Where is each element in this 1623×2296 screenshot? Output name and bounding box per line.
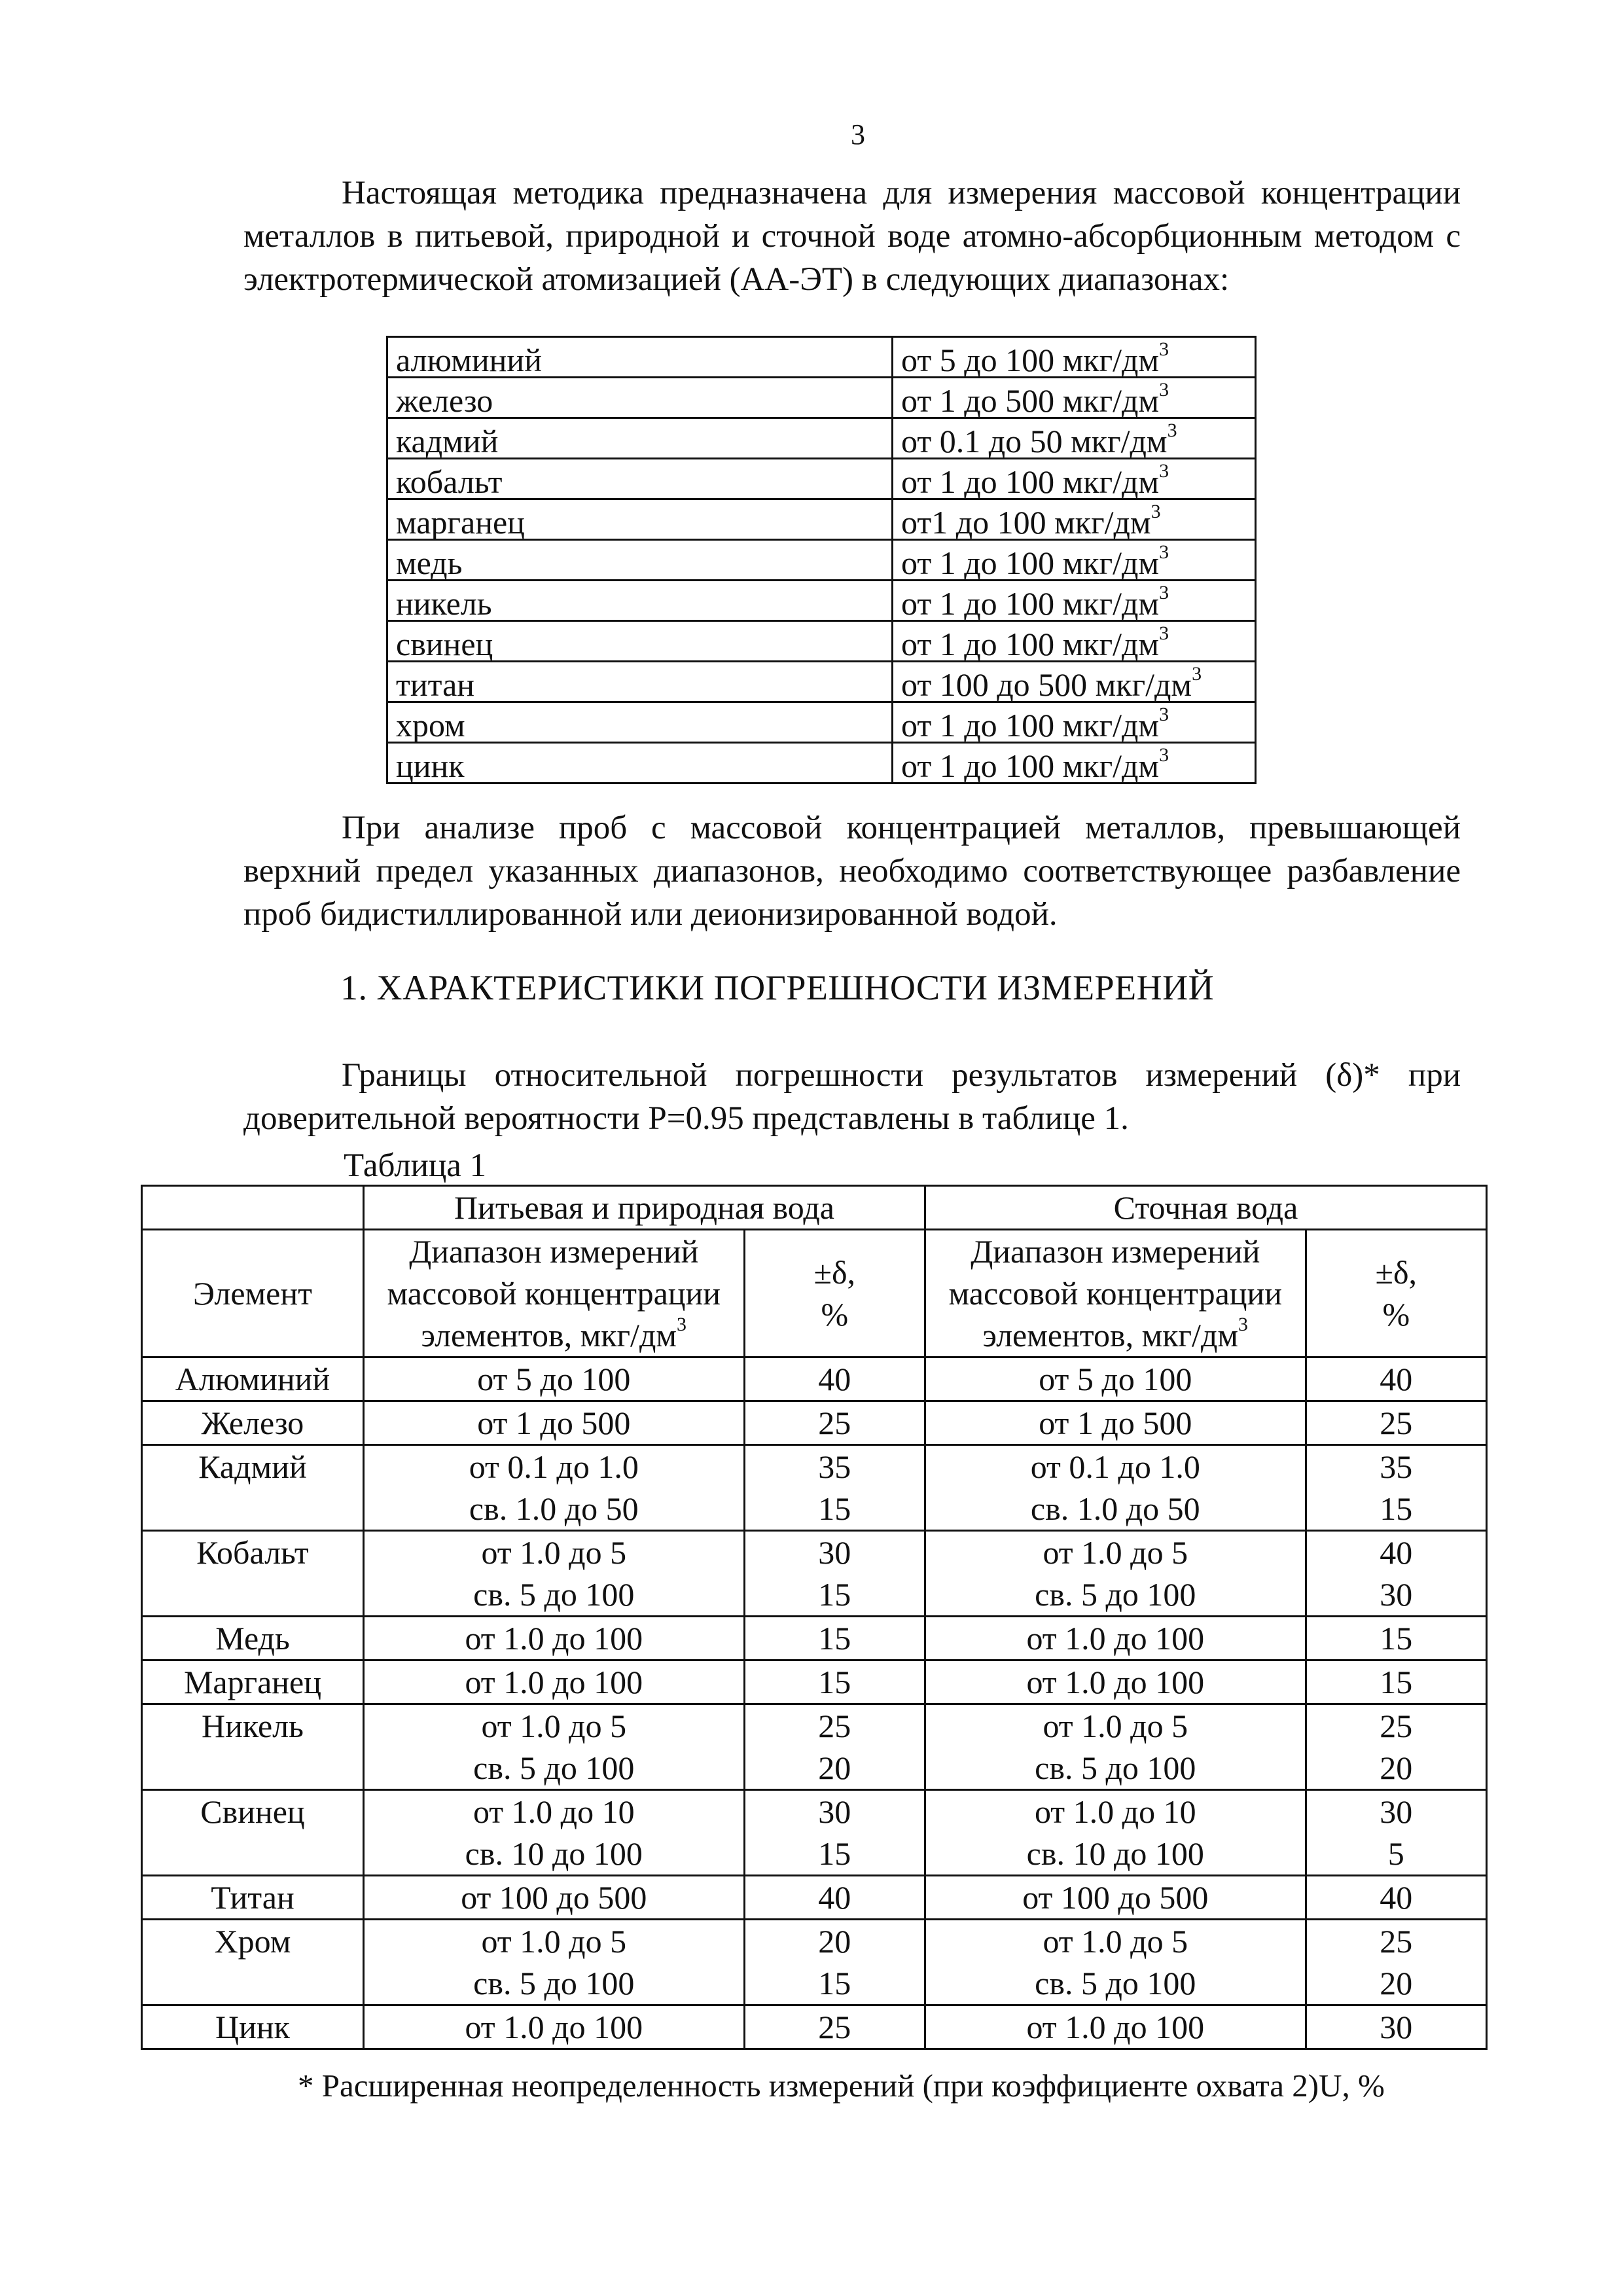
drinking-delta-cell xyxy=(744,1401,925,1445)
waste-delta-cell xyxy=(1306,1617,1486,1660)
range-value: от 1 до 100 xyxy=(901,707,1055,744)
range-unit-exponent: 3 xyxy=(1159,541,1169,563)
drinking-delta-cell xyxy=(744,1704,925,1790)
range-unit-exponent: 3 xyxy=(1159,460,1169,482)
waste-delta-cell xyxy=(1306,1790,1486,1876)
range-value: от 0.1 до 50 xyxy=(901,423,1063,459)
drinking-range-cell xyxy=(363,1704,744,1790)
element-cell: Железо xyxy=(142,1401,364,1445)
drinking-delta-cell-line: 20 xyxy=(818,1749,851,1786)
waste-delta-cell-line: 25 xyxy=(1380,1405,1413,1441)
table-row xyxy=(142,1617,1487,1660)
drinking-range-cell-line: св. 5 до 100 xyxy=(473,1576,635,1613)
element-cell: Свинец xyxy=(142,1790,364,1876)
drinking-delta-cell xyxy=(744,2005,925,2049)
range-row xyxy=(387,337,1256,378)
table-row xyxy=(142,1445,1487,1531)
element-cell: Хром xyxy=(142,1920,364,2005)
drinking-range-cell-line: от 1.0 до 5 xyxy=(481,1923,627,1960)
range-unit-exponent: 3 xyxy=(1159,704,1169,725)
range-row xyxy=(387,743,1256,783)
waste-delta-cell-line: 30 xyxy=(1380,1576,1413,1613)
intro-paragraph: Настоящая методика предназначена для измерения массовой концентрации металлов в питьевой, природной и сточной воде атомно-абсорбционным методом с электротермической атомизацией (АА-ЭТ) в следующих диапазонах: xyxy=(243,175,1461,298)
range-value: от 1 до 100 xyxy=(901,747,1055,784)
range-unit-exponent: 3 xyxy=(1159,338,1169,360)
table-header-columns-row xyxy=(142,1230,1487,1357)
waste-range-cell xyxy=(925,1660,1306,1704)
page-number: 3 xyxy=(851,118,865,151)
range-value: от 5 до 100 xyxy=(901,342,1055,378)
waste-range-cell-line: от 1.0 до 5 xyxy=(1043,1923,1188,1960)
waste-range-cell xyxy=(925,2005,1306,2049)
waste-range-cell xyxy=(925,1357,1306,1401)
header-drinking-water: Питьевая и природная вода xyxy=(363,1186,925,1230)
header-waste-range xyxy=(925,1230,1306,1357)
waste-delta-cell-line: 20 xyxy=(1380,1749,1413,1786)
header-element: Элемент xyxy=(142,1230,364,1357)
range-row xyxy=(387,378,1256,418)
range-value: от 1 до 100 xyxy=(901,545,1055,581)
drinking-delta-cell-line: 15 xyxy=(818,1490,851,1527)
waste-range-cell xyxy=(925,1790,1306,1876)
waste-range-cell-line: св. 5 до 100 xyxy=(1035,1749,1196,1786)
table-row xyxy=(142,1704,1487,1790)
drinking-delta-cell xyxy=(744,1445,925,1531)
header-range-unit: элементов, мкг/дм xyxy=(421,1317,677,1354)
drinking-range-cell xyxy=(363,1401,744,1445)
range-unit: мкг/дм xyxy=(1062,342,1160,378)
waste-range-cell-line: от 100 до 500 xyxy=(1022,1879,1209,1916)
waste-range-cell xyxy=(925,1704,1306,1790)
range-value-cell xyxy=(893,499,1256,540)
waste-delta-cell xyxy=(1306,1531,1486,1617)
table-row xyxy=(142,1790,1487,1876)
range-value: от 1 до 100 xyxy=(901,626,1055,662)
waste-delta-cell xyxy=(1306,1920,1486,2005)
range-value-cell xyxy=(893,540,1256,581)
range-element: хром xyxy=(387,702,893,743)
ranges-table xyxy=(386,336,1257,784)
range-row xyxy=(387,540,1256,581)
drinking-delta-cell-line: 30 xyxy=(818,1534,851,1571)
range-element: марганец xyxy=(387,499,893,540)
waste-range-cell-line: от 1.0 до 100 xyxy=(1026,1664,1205,1700)
table-row xyxy=(142,1876,1487,1920)
waste-delta-cell-line: 5 xyxy=(1387,1835,1404,1872)
header-range-line-2: массовой концентрации xyxy=(387,1275,721,1312)
drinking-range-cell-line: св. 5 до 100 xyxy=(473,1965,635,2001)
range-row xyxy=(387,499,1256,540)
range-value-cell xyxy=(893,459,1256,499)
element-cell: Титан xyxy=(142,1876,364,1920)
waste-range-cell-line: св. 5 до 100 xyxy=(1035,1576,1196,1613)
header-range-line-3 xyxy=(368,1314,740,1356)
waste-delta-cell-line: 25 xyxy=(1380,1708,1413,1744)
drinking-range-cell xyxy=(363,1790,744,1876)
table-row xyxy=(142,2005,1487,2049)
drinking-delta-cell-line: 25 xyxy=(818,2009,851,2045)
range-value: от 1 до 100 xyxy=(901,463,1055,500)
waste-range-cell xyxy=(925,1401,1306,1445)
range-unit: мкг/дм xyxy=(1062,545,1160,581)
waste-range-cell xyxy=(925,1920,1306,2005)
drinking-range-cell-line: св. 5 до 100 xyxy=(473,1749,635,1786)
range-element: цинк xyxy=(387,743,893,783)
range-value-cell xyxy=(893,702,1256,743)
drinking-delta-cell-line: 15 xyxy=(818,1965,851,2001)
drinking-range-cell-line: св. 1.0 до 50 xyxy=(469,1490,639,1527)
element-cell: Алюминий xyxy=(142,1357,364,1401)
drinking-delta-cell-line: 30 xyxy=(818,1793,851,1830)
range-row xyxy=(387,702,1256,743)
waste-delta-cell-line: 40 xyxy=(1380,1361,1413,1397)
range-element: титан xyxy=(387,662,893,702)
header-delta-line-1: ±δ, xyxy=(1375,1254,1418,1291)
waste-range-cell-line: от 1 до 500 xyxy=(1039,1405,1192,1441)
range-unit-exponent: 3 xyxy=(1159,582,1169,603)
range-element: железо xyxy=(387,378,893,418)
range-unit-exponent: 3 xyxy=(1150,501,1161,522)
element-cell: Марганец xyxy=(142,1660,364,1704)
waste-delta-cell-line: 40 xyxy=(1380,1534,1413,1571)
header-drinking-range xyxy=(363,1230,744,1357)
drinking-delta-cell xyxy=(744,1876,925,1920)
header-delta-line-2: % xyxy=(1382,1296,1410,1333)
header-drinking-delta xyxy=(744,1230,925,1357)
waste-delta-cell-line: 35 xyxy=(1380,1448,1413,1485)
drinking-range-cell xyxy=(363,1445,744,1531)
range-value: от 100 до 500 xyxy=(901,666,1088,703)
range-row xyxy=(387,581,1256,621)
section-title: 1. ХАРАКТЕРИСТИКИ ПОГРЕШНОСТИ ИЗМЕРЕНИЙ xyxy=(340,968,1215,1007)
range-unit: мкг/дм xyxy=(1071,423,1168,459)
drinking-range-cell xyxy=(363,1617,744,1660)
footnote: * Расширенная неопределенность измерений (при коэффициенте охвата 2)U, % xyxy=(298,2068,1385,2104)
waste-range-cell-line: от 5 до 100 xyxy=(1039,1361,1192,1397)
header-waste-water: Сточная вода xyxy=(925,1186,1486,1230)
range-value-cell xyxy=(893,418,1256,459)
drinking-delta-cell-line: 20 xyxy=(818,1923,851,1960)
waste-range-cell xyxy=(925,1876,1306,1920)
drinking-range-cell xyxy=(363,1531,744,1617)
table-row xyxy=(142,1357,1487,1401)
waste-delta-cell xyxy=(1306,1660,1486,1704)
waste-range-cell-line: св. 10 до 100 xyxy=(1026,1835,1204,1872)
drinking-range-cell-line: от 100 до 500 xyxy=(461,1879,647,1916)
waste-range-cell-line: от 1.0 до 5 xyxy=(1043,1534,1188,1571)
range-value: от1 до 100 xyxy=(901,504,1046,541)
waste-delta-cell-line: 30 xyxy=(1380,2009,1413,2045)
header-range-line-2: массовой концентрации xyxy=(948,1275,1283,1312)
header-range-unit: элементов, мкг/дм xyxy=(982,1317,1239,1354)
drinking-delta-cell-line: 15 xyxy=(818,1664,851,1700)
element-cell: Цинк xyxy=(142,2005,364,2049)
range-unit-exponent: 3 xyxy=(1159,744,1169,766)
drinking-range-cell-line: от 1.0 до 100 xyxy=(465,2009,643,2045)
range-element: кобальт xyxy=(387,459,893,499)
drinking-delta-cell-line: 15 xyxy=(818,1620,851,1657)
waste-range-cell-line: от 1.0 до 5 xyxy=(1043,1708,1188,1744)
table-row xyxy=(142,1920,1487,2005)
range-unit: мкг/дм xyxy=(1062,626,1160,662)
drinking-range-cell xyxy=(363,2005,744,2049)
element-cell: Кобальт xyxy=(142,1531,364,1617)
waste-range-cell xyxy=(925,1617,1306,1660)
range-value-cell xyxy=(893,378,1256,418)
range-unit-exponent: 3 xyxy=(1192,663,1202,685)
drinking-range-cell-line: от 0.1 до 1.0 xyxy=(469,1448,639,1485)
range-unit: мкг/дм xyxy=(1062,707,1160,744)
range-row xyxy=(387,662,1256,702)
drinking-delta-cell xyxy=(744,1531,925,1617)
range-unit: мкг/дм xyxy=(1062,747,1160,784)
element-cell: Никель xyxy=(142,1704,364,1790)
drinking-delta-cell xyxy=(744,1357,925,1401)
bounds-paragraph: Границы относительной погрешности результатов измерений (δ)* при доверительной вероятности Р=0.95 представлены в таблице 1. xyxy=(243,1057,1461,1137)
waste-delta-cell-line: 15 xyxy=(1380,1664,1413,1700)
table-row xyxy=(142,1531,1487,1617)
waste-range-cell xyxy=(925,1531,1306,1617)
range-unit: мкг/дм xyxy=(1054,504,1151,541)
waste-range-cell-line: от 1.0 до 10 xyxy=(1034,1793,1196,1830)
range-element: кадмий xyxy=(387,418,893,459)
waste-delta-cell-line: 25 xyxy=(1380,1923,1413,1960)
header-range-unit-exponent: 3 xyxy=(677,1314,687,1335)
dilution-paragraph: При анализе проб с массовой концентрацией металлов, превышающей верхний предел указанных диапазонов, необходимо соответствующее разбавление проб бидистиллированной или деионизированной водой. xyxy=(243,810,1461,933)
header-delta-line-2: % xyxy=(821,1296,849,1333)
drinking-range-cell xyxy=(363,1920,744,2005)
waste-range-cell-line: от 1.0 до 100 xyxy=(1026,1620,1205,1657)
drinking-delta-cell-line: 25 xyxy=(818,1708,851,1744)
drinking-delta-cell-line: 15 xyxy=(818,1576,851,1613)
waste-delta-cell xyxy=(1306,1876,1486,1920)
drinking-delta-cell xyxy=(744,1920,925,2005)
header-range-line-1: Диапазон измерений xyxy=(971,1233,1260,1270)
drinking-range-cell-line: от 1.0 до 100 xyxy=(465,1664,643,1700)
waste-range-cell-line: св. 1.0 до 50 xyxy=(1030,1490,1200,1527)
range-row xyxy=(387,418,1256,459)
range-unit-exponent: 3 xyxy=(1167,420,1177,441)
drinking-delta-cell xyxy=(744,1660,925,1704)
table-header-group-row xyxy=(142,1186,1487,1230)
waste-delta-cell-line: 40 xyxy=(1380,1879,1413,1916)
header-range-line-1: Диапазон измерений xyxy=(409,1233,699,1270)
drinking-delta-cell-line: 40 xyxy=(818,1361,851,1397)
range-value: от 1 до 500 xyxy=(901,382,1055,419)
range-unit: мкг/дм xyxy=(1095,666,1192,703)
range-value: от 1 до 100 xyxy=(901,585,1055,622)
range-element: свинец xyxy=(387,621,893,662)
drinking-delta-cell xyxy=(744,1617,925,1660)
waste-range-cell-line: от 1.0 до 100 xyxy=(1026,2009,1205,2045)
waste-delta-cell xyxy=(1306,1704,1486,1790)
range-row xyxy=(387,621,1256,662)
drinking-delta-cell xyxy=(744,1790,925,1876)
waste-range-cell-line: от 0.1 до 1.0 xyxy=(1030,1448,1200,1485)
range-unit: мкг/дм xyxy=(1062,585,1160,622)
waste-delta-cell-line: 15 xyxy=(1380,1620,1413,1657)
drinking-range-cell-line: от 1 до 500 xyxy=(477,1405,631,1441)
range-value-cell xyxy=(893,581,1256,621)
drinking-delta-cell-line: 25 xyxy=(818,1405,851,1441)
waste-delta-cell-line: 15 xyxy=(1380,1490,1413,1527)
range-unit: мкг/дм xyxy=(1062,463,1160,500)
drinking-range-cell-line: от 1.0 до 5 xyxy=(481,1534,627,1571)
drinking-range-cell-line: св. 10 до 100 xyxy=(465,1835,643,1872)
header-delta-line-1: ±δ, xyxy=(813,1254,856,1291)
range-unit-exponent: 3 xyxy=(1159,622,1169,644)
waste-delta-cell xyxy=(1306,1445,1486,1531)
element-cell: Медь xyxy=(142,1617,364,1660)
waste-range-cell xyxy=(925,1445,1306,1531)
waste-delta-cell xyxy=(1306,2005,1486,2049)
waste-delta-cell xyxy=(1306,1401,1486,1445)
range-unit-exponent: 3 xyxy=(1159,379,1169,401)
range-element: никель xyxy=(387,581,893,621)
range-element: медь xyxy=(387,540,893,581)
header-range-unit-exponent: 3 xyxy=(1238,1314,1249,1335)
waste-delta-cell xyxy=(1306,1357,1486,1401)
table-row xyxy=(142,1401,1487,1445)
waste-delta-cell-line: 30 xyxy=(1380,1793,1413,1830)
drinking-delta-cell-line: 15 xyxy=(818,1835,851,1872)
waste-range-cell-line: св. 5 до 100 xyxy=(1035,1965,1196,2001)
header-empty-cell xyxy=(142,1186,364,1230)
range-value-cell xyxy=(893,337,1256,378)
error-table xyxy=(141,1185,1488,2050)
drinking-range-cell xyxy=(363,1660,744,1704)
drinking-delta-cell-line: 40 xyxy=(818,1879,851,1916)
table-caption: Таблица 1 xyxy=(344,1147,487,1184)
header-range-line-3 xyxy=(930,1314,1301,1356)
range-unit: мкг/дм xyxy=(1062,382,1160,419)
drinking-range-cell-line: от 1.0 до 5 xyxy=(481,1708,627,1744)
range-row xyxy=(387,459,1256,499)
drinking-range-cell xyxy=(363,1357,744,1401)
drinking-delta-cell-line: 35 xyxy=(818,1448,851,1485)
header-waste-delta xyxy=(1306,1230,1486,1357)
waste-delta-cell-line: 20 xyxy=(1380,1965,1413,2001)
range-value-cell xyxy=(893,621,1256,662)
range-element: алюминий xyxy=(387,337,893,378)
element-cell: Кадмий xyxy=(142,1445,364,1531)
table-row xyxy=(142,1660,1487,1704)
drinking-range-cell-line: от 1.0 до 100 xyxy=(465,1620,643,1657)
drinking-range-cell xyxy=(363,1876,744,1920)
range-value-cell xyxy=(893,662,1256,702)
drinking-range-cell-line: от 5 до 100 xyxy=(477,1361,631,1397)
range-value-cell xyxy=(893,743,1256,783)
drinking-range-cell-line: от 1.0 до 10 xyxy=(473,1793,635,1830)
